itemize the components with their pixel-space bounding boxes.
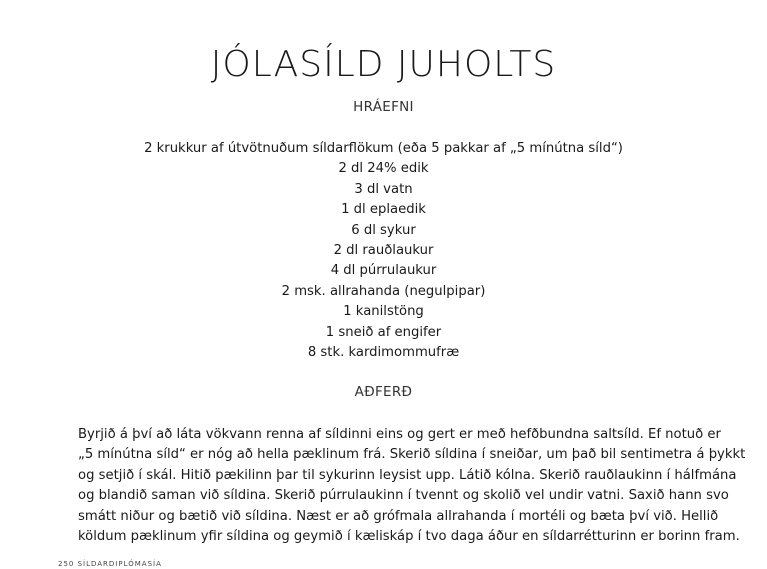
method-paragraph: [78, 425, 746, 547]
ingredient-item: 2 dl rauðlaukur: [333, 242, 434, 258]
ingredient-item: 1 dl eplaedik: [341, 202, 426, 218]
ingredient-item: 4 dl púrrulaukur: [330, 263, 437, 279]
ingredients-heading: HRÁEFNI: [353, 99, 414, 115]
ingredient-item: 8 stk. kardimommufræ: [307, 344, 460, 360]
ingredient-item: 2 dl 24% edik: [338, 161, 429, 177]
method-line: og setjið í skál. Hitið pækilinn þar til sykurinn leysist upp. Látið kólna. Skerið rauðlaukinn í hálfmána: [78, 467, 737, 483]
method-line: Byrjið á því að láta vökvann renna af síldinni eins og gert er með hefðbundna saltsíld. Ef notuð er: [78, 427, 721, 442]
method-line: köldum pæklinum yfir síldina og geymið í kæliskáp í tvo daga áður en síldarrétturinn er borinn fram.: [78, 529, 740, 545]
page-footer: 250 SÍLDARDIPLÓMASÍA: [58, 560, 162, 568]
ingredient-item: 2 msk. allrahanda (negulpipar): [281, 283, 486, 299]
ingredient-item: 3 dl vatn: [354, 181, 413, 197]
ingredient-item: 1 sneið af engifer: [325, 324, 442, 340]
ingredient-item: 6 dl sykur: [351, 222, 416, 238]
ingredients-list: [0, 139, 767, 363]
ingredient-item: 2 krukkur af útvötnuðum síldarflökum (eða 5 pakkar af „5 mínútna síld“): [144, 141, 623, 156]
method-line: og blandið saman við síldina. Skerið púrrulaukinn í tvennt og skolið vel undir vatni. Saxið hann svo: [78, 488, 729, 504]
ingredient-item: 1 kanilstöng: [343, 304, 424, 320]
method-heading: AÐFERÐ: [354, 384, 413, 400]
method-line: smátt niður og bætið við síldina. Næst er að grófmala allrahanda í mortéli og bæta því við. Hellið: [78, 508, 719, 524]
recipe-title: JÓLASÍLD JUHOLTS: [210, 44, 557, 86]
method-line: „5 mínútna síld“ er nóg að hella pæklinum frá. Skerið síldina í sneiðar, um það bil sentimetra á þykkt: [78, 447, 746, 463]
